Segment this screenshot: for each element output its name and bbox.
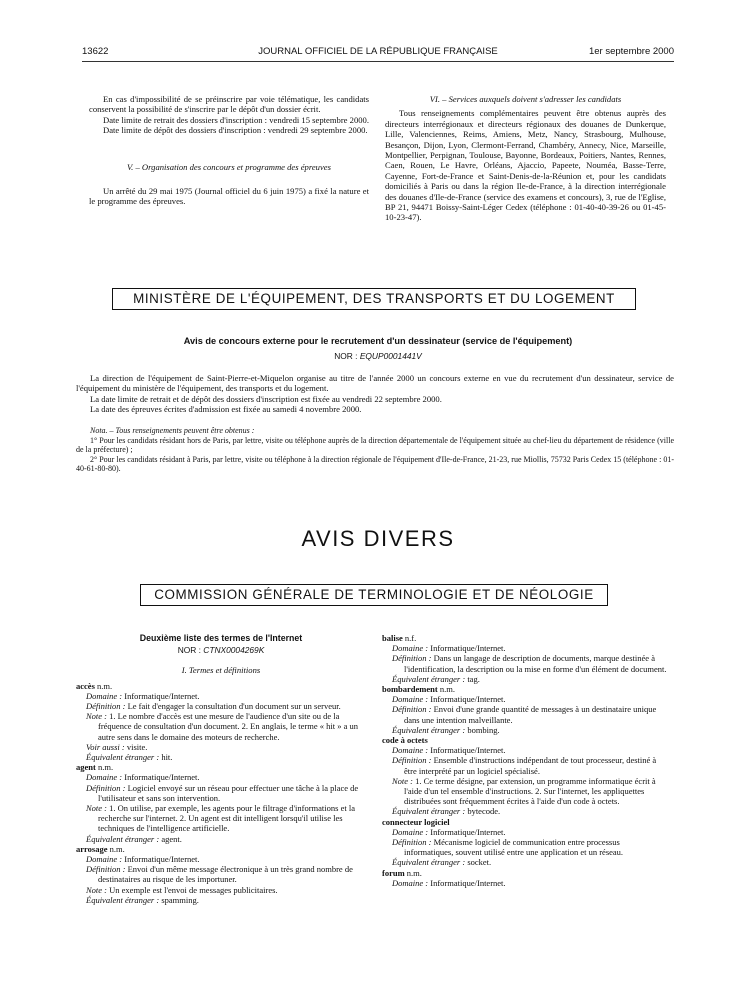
term-pos: n.m. (109, 843, 125, 854)
term-pos: n.m. (97, 762, 114, 773)
term-field (382, 755, 668, 775)
field-text: hit. (161, 752, 173, 763)
top-left-column (89, 94, 369, 207)
term-headword (382, 868, 668, 878)
field-text: Envoi d'une grande quantité de messages à un destinataire unique dans une intention malveillante. (404, 704, 657, 725)
term-word: agent (76, 762, 96, 773)
term-field (76, 783, 366, 803)
term-field (382, 674, 668, 684)
term-field (76, 691, 366, 701)
avis-title: Avis de concours externe pour le recrutement d'un dessinateur (service de l'équipement) (183, 336, 573, 346)
term-entry (76, 762, 366, 844)
field-label: Définition : (392, 704, 432, 715)
term-headword (382, 684, 668, 694)
field-text: 1. Le nombre d'accès est une mesure de l'audience d'un site ou de la fréquence de consultation d'un document. 2. En anglais, le terme « hit » a un autre sens dans le domaine des moteurs de recherche. (98, 711, 358, 742)
term-word: accès (76, 680, 95, 691)
term-field (76, 772, 366, 782)
field-text: Un exemple est l'envoi de messages publicitaires. (109, 884, 278, 895)
terms-left-column (76, 633, 366, 905)
terms-right-column (382, 633, 668, 888)
term-pos: n.m. (406, 867, 422, 878)
field-label: Définition : (86, 864, 126, 875)
field-label: Équivalent étranger : (392, 673, 466, 684)
term-field (76, 701, 366, 711)
header-rule (82, 61, 674, 62)
field-label: Équivalent étranger : (86, 752, 160, 763)
field-text: 1. On utilise, par exemple, les agents pour le filtrage d'informations et la recherche sur l'internet. 2. Un agent est dit intelligent lorsqu'il utilise les techniques de l'intelligence artificielle. (98, 803, 355, 834)
field-label: Domaine : (86, 772, 123, 783)
term-entry (382, 868, 668, 888)
field-text: bombing. (467, 724, 500, 735)
term-field (382, 745, 668, 755)
field-label: Note : (86, 884, 108, 895)
note-item: 1° Pour les candidats résidant hors de Paris, par lettre, visite ou téléphone auprès de la direction départementale de l'équipement située au chef-lieu du département de résidence (ville de la préfecture) ; (76, 435, 674, 455)
paragraph: La date limite de retrait et de dépôt des dossiers d'inscription est fixée au vendredi 22 septembre 2000. (90, 393, 442, 404)
field-text: agent. (161, 833, 182, 844)
field-text: visite. (126, 741, 148, 752)
ministry-box (112, 288, 636, 310)
term-field (382, 776, 668, 807)
term-word: bombardement (382, 684, 438, 695)
term-headword (382, 817, 668, 827)
term-entry (76, 681, 366, 763)
field-text: spamming. (161, 894, 199, 905)
field-label: Définition : (392, 837, 432, 848)
term-field (76, 742, 366, 752)
term-field (76, 711, 366, 742)
field-text: Envoi d'un même message électronique à un très grand nombre de destinataires au risque de les importuner. (98, 864, 353, 885)
field-text: Informatique/Internet. (430, 877, 506, 888)
term-pos: n.m. (439, 684, 455, 695)
term-headword (382, 633, 668, 643)
field-label: Équivalent étranger : (86, 833, 160, 844)
field-label: Équivalent étranger : (392, 806, 466, 817)
field-text: Informatique/Internet. (430, 745, 506, 756)
paragraph: Date limite de retrait des dossiers d'inscription : vendredi 15 septembre 2000. (103, 114, 369, 125)
term-field (76, 895, 366, 905)
term-entry (382, 684, 668, 735)
field-label: Équivalent étranger : (86, 894, 160, 905)
field-label: Définition : (392, 653, 432, 664)
subsection-title: I. Termes et définitions (181, 665, 261, 676)
list-nor (76, 645, 366, 655)
page-header (82, 46, 674, 60)
term-entry (382, 735, 668, 817)
term-field (382, 704, 668, 724)
field-label: Domaine : (86, 854, 123, 865)
nor-code: CTNX0004269K (203, 645, 265, 656)
term-field (76, 752, 366, 762)
note-intro: Nota. – Tous renseignements peuvent être obtenus : (90, 426, 255, 435)
term-headword (76, 844, 366, 854)
journal-title: JOURNAL OFFICIEL DE LA RÉPUBLIQUE FRANÇAISE (258, 46, 498, 57)
paragraph: La direction de l'équipement de Saint-Pierre-et-Miquelon organise au titre de l'année 2000 un concours externe en vue du recrutement d'un dessinateur, service de l'équipement du ministère de l'équipement, des transports et du logement. (76, 373, 674, 394)
nor-label: NOR : (334, 351, 358, 361)
term-word: connecteur logiciel (382, 816, 450, 827)
field-text: Ensemble d'instructions indépendant de tout processeur, destiné à être interprété par un logiciel spécialisé. (404, 755, 657, 776)
field-label: Équivalent étranger : (392, 857, 466, 868)
field-text: bytecode. (467, 806, 501, 817)
field-text: tag. (467, 673, 480, 684)
field-label: Domaine : (392, 694, 429, 705)
field-label: Domaine : (392, 643, 429, 654)
field-text: Mécanisme logiciel de communication entre processus informatiques, souvent utilisé entre une application et un réseau. (404, 837, 624, 858)
field-label: Définition : (392, 755, 432, 766)
nor-line (82, 351, 674, 361)
term-field (382, 643, 668, 653)
section-v-title: V. – Organisation des concours et programme des épreuves (127, 161, 331, 172)
field-text: Logiciel envoyé sur un réseau pour effectuer une tâche à la place de l'utilisateur et sans son intervention. (98, 782, 359, 803)
term-field (76, 834, 366, 844)
field-label: Définition : (86, 782, 126, 793)
ministry-title: MINISTÈRE DE L'ÉQUIPEMENT, DES TRANSPORTS ET DU LOGEMENT (133, 291, 615, 306)
field-text: Informatique/Internet. (430, 826, 506, 837)
term-entry (76, 844, 366, 905)
section-vi-title: VI. – Services auxquels doivent s'adresser les candidats (429, 94, 622, 104)
note-item: 2° Pour les candidats résidant à Paris, par lettre, visite ou téléphone à la direction régionale de l'équipement d'Ile-de-France, 21-23, rue Miollis, 75732 Paris Cedex 15 (téléphone : 01-40-61-80-80). (76, 454, 674, 474)
term-field (76, 803, 366, 834)
term-word: arrosage (76, 843, 108, 854)
field-text: Informatique/Internet. (430, 643, 506, 654)
term-entry (382, 633, 668, 684)
field-label: Note : (86, 803, 108, 814)
terms-list (76, 681, 366, 905)
ministry-notes (76, 426, 674, 474)
term-field (76, 885, 366, 895)
field-text: Informatique/Internet. (124, 854, 200, 865)
term-field (382, 878, 668, 888)
nor-label: NOR : (177, 645, 201, 656)
avis-divers-title: AVIS DIVERS (301, 526, 455, 551)
field-label: Voir aussi : (86, 741, 125, 752)
field-text: Le fait d'engager la consultation d'un document sur un serveur. (127, 701, 341, 712)
field-label: Note : (86, 711, 108, 722)
term-field (76, 864, 366, 884)
field-label: Équivalent étranger : (392, 724, 466, 735)
term-field (382, 857, 668, 867)
term-headword (382, 735, 668, 745)
field-text: socket. (467, 857, 492, 868)
field-text: Informatique/Internet. (124, 690, 200, 701)
field-text: Informatique/Internet. (430, 694, 506, 705)
term-entry (382, 817, 668, 868)
term-headword (76, 762, 366, 772)
ministry-text (76, 373, 674, 415)
field-label: Domaine : (86, 690, 123, 701)
paragraph: En cas d'impossibilité de se préinscrire par voie télématique, les candidats conservent la possibilité de s'inscrire par le dépôt d'un dossier écrit. (89, 94, 369, 115)
term-field (382, 827, 668, 837)
top-right-column (385, 94, 666, 223)
term-pos: n.m. (97, 680, 113, 691)
paragraph: La date des épreuves écrites d'admission est fixée au samedi 4 novembre 2000. (90, 404, 362, 415)
field-label: Note : (392, 775, 414, 786)
field-label: Domaine : (392, 877, 429, 888)
list-title: Deuxième liste des termes de l'Internet (139, 633, 303, 643)
field-text: Informatique/Internet. (124, 772, 200, 783)
field-label: Domaine : (392, 745, 429, 756)
term-field (382, 806, 668, 816)
commission-box (140, 584, 608, 606)
term-field (382, 694, 668, 704)
field-text: Dans un langage de description de documents, marque destinée à l'identification, la description ou la mise en forme d'un élément de document. (404, 653, 667, 674)
term-field (382, 725, 668, 735)
term-field (382, 653, 668, 673)
field-label: Domaine : (392, 826, 429, 837)
paragraph: Date limite de dépôt des dossiers d'inscription : vendredi 29 septembre 2000. (103, 125, 368, 136)
nor-code: EQUP0001441V (359, 351, 422, 361)
term-pos: n.f. (404, 633, 417, 643)
field-text: 1. Ce terme désigne, par extension, un programme informatique écrit à l'aide d'un tel ensemble d'instructions. 2. Sur l'internet, les appliquettes distribuées sont fréquemment écrites à l'aide d'un code à octets. (404, 775, 656, 807)
term-headword (76, 681, 366, 691)
issue-date: 1er septembre 2000 (588, 46, 674, 57)
section-vi-text: Tous renseignements complémentaires peuvent être obtenus auprès des directeurs interrégionaux et directeurs régionaux des douanes de Dunkerque, Lille, Valenciennes, Reims, Amiens, Metz, Nancy, Strasbourg, Mulhouse, Besançon, Dijon, Lyon, Clermont-Ferrand, Chambéry, Annecy, Nice, Marseille, Montpellier, Perpignan, Toulouse, Bayonne, Bordeaux, Poitiers, Nantes, Rennes, Caen, Rouen, Le Havre, Orléans, Ajaccio, Papeete, Nouméa, Basse-Terre, Cayenne, Fort-de-France et Saint-Denis-de-la-Réunion et, pour les candidats domiciliés à Paris ou dans la région Ile-de-France, à la direction interrégionale des douanes d'Ile-de-France (service des examens et concours), 3, rue de l'Eglise, BP 21, 94471 Boissy-Saint-Léger Cedex (téléphone : 01-40-40-39-26 ou 01-45-10-23-47). (385, 108, 666, 223)
section-v-text: Un arrêté du 29 mai 1975 (Journal officiel du 6 juin 1975) a fixé la nature et le programme des épreuves. (89, 186, 369, 207)
term-word: code à octets (382, 735, 428, 746)
term-field (76, 854, 366, 864)
term-word: balise (382, 633, 403, 643)
term-word: forum (382, 867, 405, 878)
term-field (382, 837, 668, 857)
page-number: 13622 (82, 46, 109, 57)
terms-list (382, 633, 668, 888)
commission-title: COMMISSION GÉNÉRALE DE TERMINOLOGIE ET DE NÉOLOGIE (154, 587, 594, 602)
field-label: Définition : (86, 701, 126, 712)
